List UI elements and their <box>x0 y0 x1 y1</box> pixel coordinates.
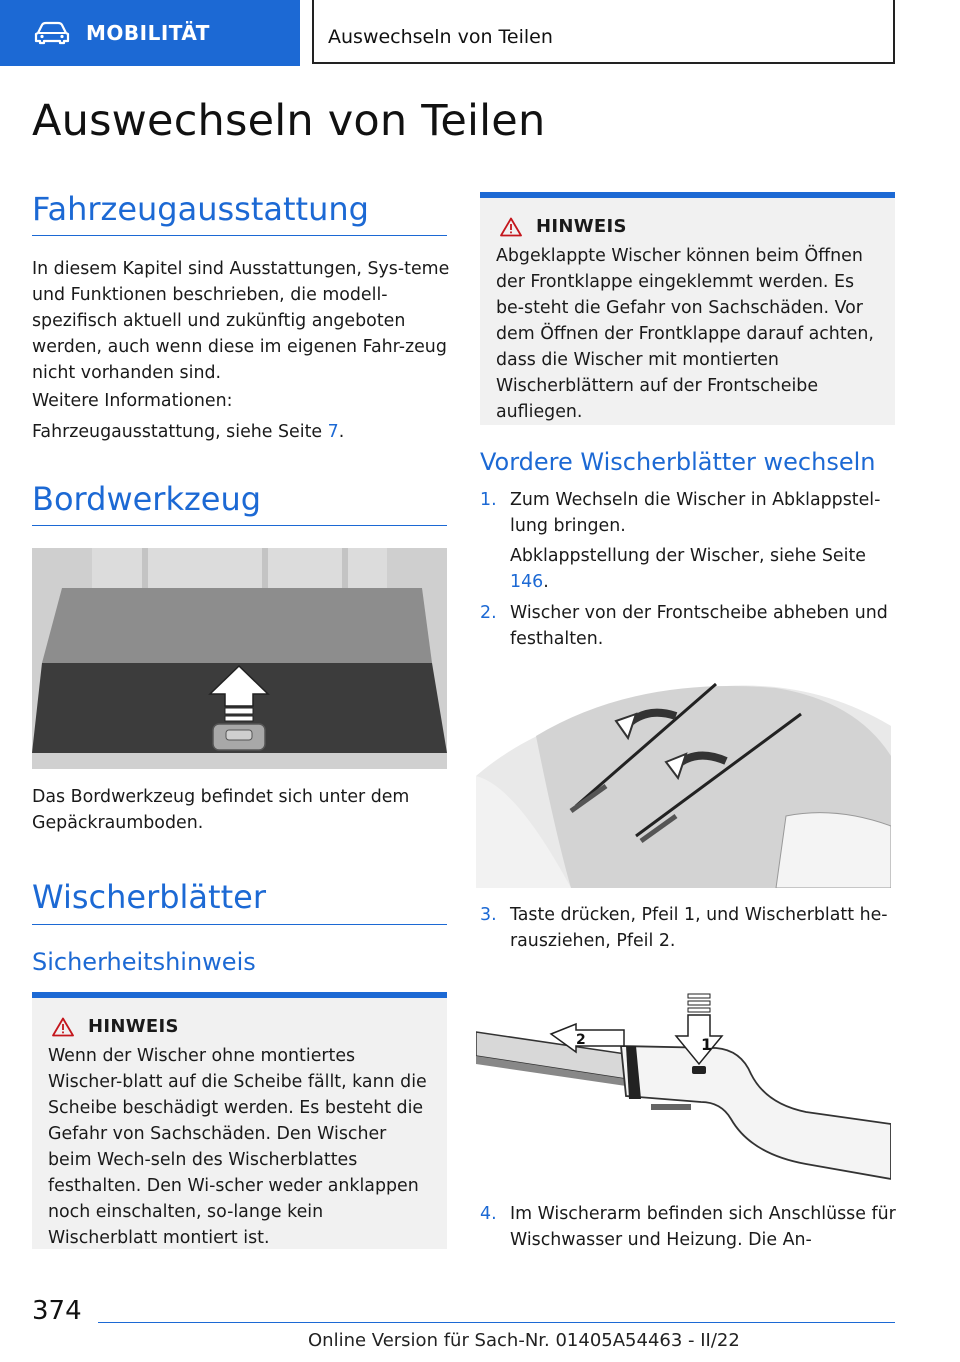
category-label: MOBILITÄT <box>86 21 210 45</box>
intro-paragraph: In diesem Kapitel sind Ausstattungen, Sys-teme und Funktionen beschrieben, die modell-spezifisch aktuell und zukünftig angeboten werden, auch wenn diese im eigenen Fahr-zeug nicht vorhanden sind. <box>32 259 450 383</box>
page-link-7[interactable]: 7 <box>327 422 339 442</box>
page-link-146[interactable]: 146 <box>510 572 544 592</box>
step-number: 4. <box>480 1204 497 1224</box>
wiper-blade-release-illustration <box>476 984 891 1189</box>
note-title: HINWEIS <box>88 1016 179 1037</box>
step-text: Wischer von der Frontscheibe abheben und festhalten. <box>510 603 888 649</box>
page-title: Auswechseln von Teilen <box>32 96 546 146</box>
step-text: Taste drücken, Pfeil 1, und Wischerblatt he-rausziehen, Pfeil 2. <box>510 905 888 951</box>
reference-text: Abklappstellung der Wischer, siehe Seite <box>510 546 866 566</box>
heading-rule <box>32 924 447 925</box>
trunk-floor-illustration <box>32 548 447 769</box>
heading-rule <box>32 235 447 236</box>
car-icon <box>34 21 70 45</box>
footer-rule <box>98 1322 895 1323</box>
heading-sicherheitshinweis: Sicherheitshinweis <box>32 948 256 976</box>
windshield-wipers-illustration <box>476 666 891 888</box>
step-number: 1. <box>480 490 497 510</box>
step-2 <box>480 600 898 652</box>
arrow-2-label: 2 <box>576 1032 586 1048</box>
step-1-reference <box>510 543 898 595</box>
heading-bordwerkzeug: Bordwerkzeug <box>32 480 262 518</box>
warning-icon <box>52 1017 74 1037</box>
note-text: Abgeklappte Wischer können beim Öffnen der Frontklappe eingeklemmt werden. Es be-steht die Gefahr von Sachschäden. Vor dem Öffnen der Frontklappe darauf achten, dass die Wischer mit montierten Wischerblättern auf der Frontscheibe aufliegen. <box>496 246 874 422</box>
step-text: Im Wischerarm befinden sich Anschlüsse für Wischwasser und Heizung. Die An- <box>510 1204 896 1250</box>
reference-end: . <box>338 422 345 442</box>
heading-fahrzeugausstattung: Fahrzeugausstattung <box>32 190 369 228</box>
section-header <box>312 0 895 64</box>
step-4 <box>480 1201 898 1253</box>
step-number: 3. <box>480 905 497 925</box>
info-label: Weitere Informationen: <box>32 391 233 411</box>
step-3 <box>480 902 898 954</box>
heading-vordere-wischerblaetter: Vordere Wischerblätter wechseln <box>480 448 876 476</box>
heading-wischerblaetter: Wischerblätter <box>32 878 266 916</box>
note-text: Wenn der Wischer ohne montiertes Wischer-blatt auf die Scheibe fällt, kann die Scheibe beschädigt werden. Es besteht die Gefahr von Sachschäden. Den Wischer beim Wech-seln des Wischerblattes festhalten. Den Wi-scher weder anklappen noch einschalten, so-lange kein Wischerblatt montiert ist. <box>48 1046 427 1248</box>
safety-note-box <box>32 992 447 1249</box>
note-header <box>500 216 879 237</box>
note-header <box>52 1016 431 1037</box>
category-tab[interactable] <box>0 0 300 66</box>
section-label: Auswechseln von Teilen <box>328 26 553 48</box>
info-reference <box>32 419 450 445</box>
reference-end: . <box>543 572 549 592</box>
warning-icon <box>500 217 522 237</box>
step-text: Zum Wechseln die Wischer in Abklappstel-lung bringen. <box>510 490 881 536</box>
arrow-1-label: 1 <box>701 1035 713 1054</box>
step-1 <box>480 487 898 539</box>
step-number: 2. <box>480 603 497 623</box>
bordwerkzeug-caption: Das Bordwerkzeug befindet sich unter dem Gepäckraumboden. <box>32 787 410 833</box>
note-title: HINWEIS <box>536 216 627 237</box>
frontklappe-note-box <box>480 192 895 425</box>
reference-text: Fahrzeugausstattung, siehe Seite <box>32 422 328 442</box>
page-number: 374 <box>32 1296 82 1326</box>
footer-text: Online Version für Sach-Nr. 01405A54463 - II/22 <box>308 1330 740 1351</box>
heading-rule <box>32 525 447 526</box>
